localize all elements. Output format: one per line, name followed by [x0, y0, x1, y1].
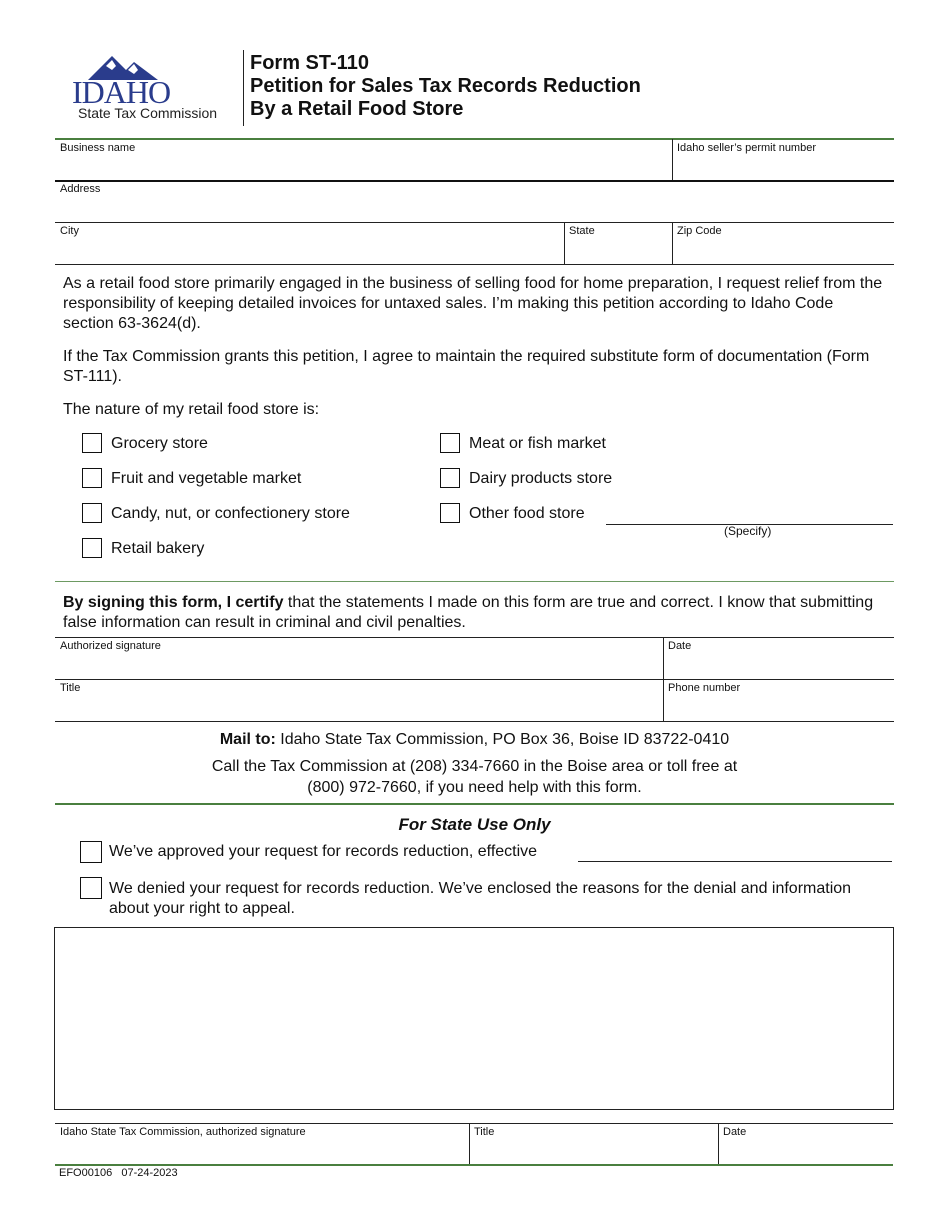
field-divider: [55, 180, 894, 182]
phone-field[interactable]: [665, 696, 892, 720]
fruit-vegetable-label: Fruit and vegetable market: [111, 470, 302, 487]
field-divider: [672, 139, 673, 181]
commission-signature-field[interactable]: [56, 1140, 466, 1162]
denial-reasons-box[interactable]: [54, 927, 894, 1110]
meat-fish-checkbox[interactable]: [440, 433, 460, 453]
other-food-label: Other food store: [469, 505, 585, 522]
permit-number-label: Idaho seller’s permit number: [677, 142, 816, 154]
logo-word: IDAHO: [72, 74, 171, 110]
agreement-text: If the Tax Commission grants this petition, I agree to maintain the required substitute form of documentation (Form ST-111).: [63, 348, 870, 385]
field-divider: [55, 222, 894, 223]
meat-fish-label: Meat or fish market: [469, 435, 606, 452]
effective-underline: [578, 861, 892, 862]
field-divider: [564, 222, 565, 264]
address-field[interactable]: [56, 196, 892, 220]
form-code: EFO00106 07-24-2023: [59, 1167, 178, 1179]
authorized-signature-label: Authorized signature: [60, 640, 161, 652]
approved-label: We’ve approved your request for records reduction, effective: [109, 843, 538, 860]
section-divider: [55, 1164, 893, 1166]
commission-date-field[interactable]: [720, 1140, 892, 1162]
help-line-1: Call the Tax Commission at (208) 334-7660 in the Boise area or toll free at: [211, 758, 738, 775]
mail-to-line: [55, 730, 894, 750]
date-label: Date: [668, 640, 692, 652]
certify-lead: By signing this form, I certify: [63, 594, 284, 611]
field-divider: [672, 222, 673, 264]
dairy-products-label: Dairy products store: [469, 470, 613, 487]
phone-label: Phone number: [668, 682, 741, 694]
field-divider: [55, 1123, 893, 1124]
commission-title-label: Title: [474, 1126, 495, 1138]
denied-checkbox[interactable]: [80, 877, 102, 899]
authorized-signature-field[interactable]: [56, 654, 660, 678]
form-title-line2: By a Retail Food Store: [250, 98, 464, 120]
idaho-logo: [70, 50, 230, 125]
business-name-label: Business name: [60, 142, 136, 154]
state-label: State: [569, 225, 595, 237]
title-field[interactable]: [56, 696, 660, 720]
zip-label: Zip Code: [677, 225, 722, 237]
commission-signature-label: Idaho State Tax Commission, authorized signature: [60, 1126, 306, 1138]
grocery-store-label: Grocery store: [111, 435, 208, 452]
form-number: Form ST-110: [250, 52, 369, 74]
address-label: Address: [60, 183, 101, 195]
dairy-products-checkbox[interactable]: [440, 468, 460, 488]
section-divider: [55, 138, 894, 140]
specify-label: (Specify): [724, 524, 772, 538]
field-divider: [55, 264, 894, 265]
form-title-line1: Petition for Sales Tax Records Reduction: [250, 75, 641, 97]
business-name-field[interactable]: [56, 155, 670, 179]
candy-nut-checkbox[interactable]: [82, 503, 102, 523]
field-divider: [469, 1123, 470, 1165]
logo-subtitle: State Tax Commission: [78, 105, 218, 121]
commission-title-field[interactable]: [471, 1140, 715, 1162]
candy-nut-label: Candy, nut, or confectionery store: [111, 505, 350, 522]
certify-statement: [63, 593, 883, 633]
date-field[interactable]: [665, 654, 892, 678]
denied-label: We denied your request for records reduction. We’ve enclosed the reasons for the denial and information about your right to appeal.: [109, 880, 852, 917]
field-divider: [718, 1123, 719, 1165]
help-line-2: (800) 972-7660, if you need help with this form.: [307, 779, 642, 796]
field-divider: [55, 721, 894, 722]
city-label: City: [60, 225, 79, 237]
state-use-heading: For State Use Only: [398, 815, 551, 834]
field-divider: [55, 637, 894, 638]
header-divider: [243, 50, 244, 126]
other-food-checkbox[interactable]: [440, 503, 460, 523]
section-divider: [55, 581, 894, 582]
other-food-specify-field[interactable]: [606, 504, 893, 524]
mail-address: Idaho State Tax Commission, PO Box 36, Boise ID 83722-0410: [275, 731, 730, 748]
section-divider: [55, 803, 894, 805]
zip-field[interactable]: [674, 238, 892, 262]
nature-prompt: The nature of my retail food store is:: [63, 401, 320, 418]
city-field[interactable]: [56, 238, 561, 262]
commission-date-label: Date: [723, 1126, 747, 1138]
approved-checkbox[interactable]: [80, 841, 102, 863]
retail-bakery-checkbox[interactable]: [82, 538, 102, 558]
relief-request-text: As a retail food store primarily engaged in the business of selling food for home preparation, I request relief from the responsibility of keeping detailed invoices for untaxed sales. I’m making this petition according to Idaho Code section 63-3624(d).: [63, 275, 883, 332]
fruit-vegetable-checkbox[interactable]: [82, 468, 102, 488]
mail-to-label: Mail to:: [219, 731, 276, 748]
permit-number-field[interactable]: [674, 155, 892, 179]
title-label: Title: [60, 682, 81, 694]
certify-text: that the statements I made on this form are true and correct. I know that submitting false information can result in criminal and civil penalties.: [63, 594, 874, 631]
field-divider: [55, 679, 894, 680]
retail-bakery-label: Retail bakery: [111, 540, 205, 557]
effective-date-field[interactable]: [578, 842, 892, 861]
state-field[interactable]: [566, 238, 670, 262]
grocery-store-checkbox[interactable]: [82, 433, 102, 453]
